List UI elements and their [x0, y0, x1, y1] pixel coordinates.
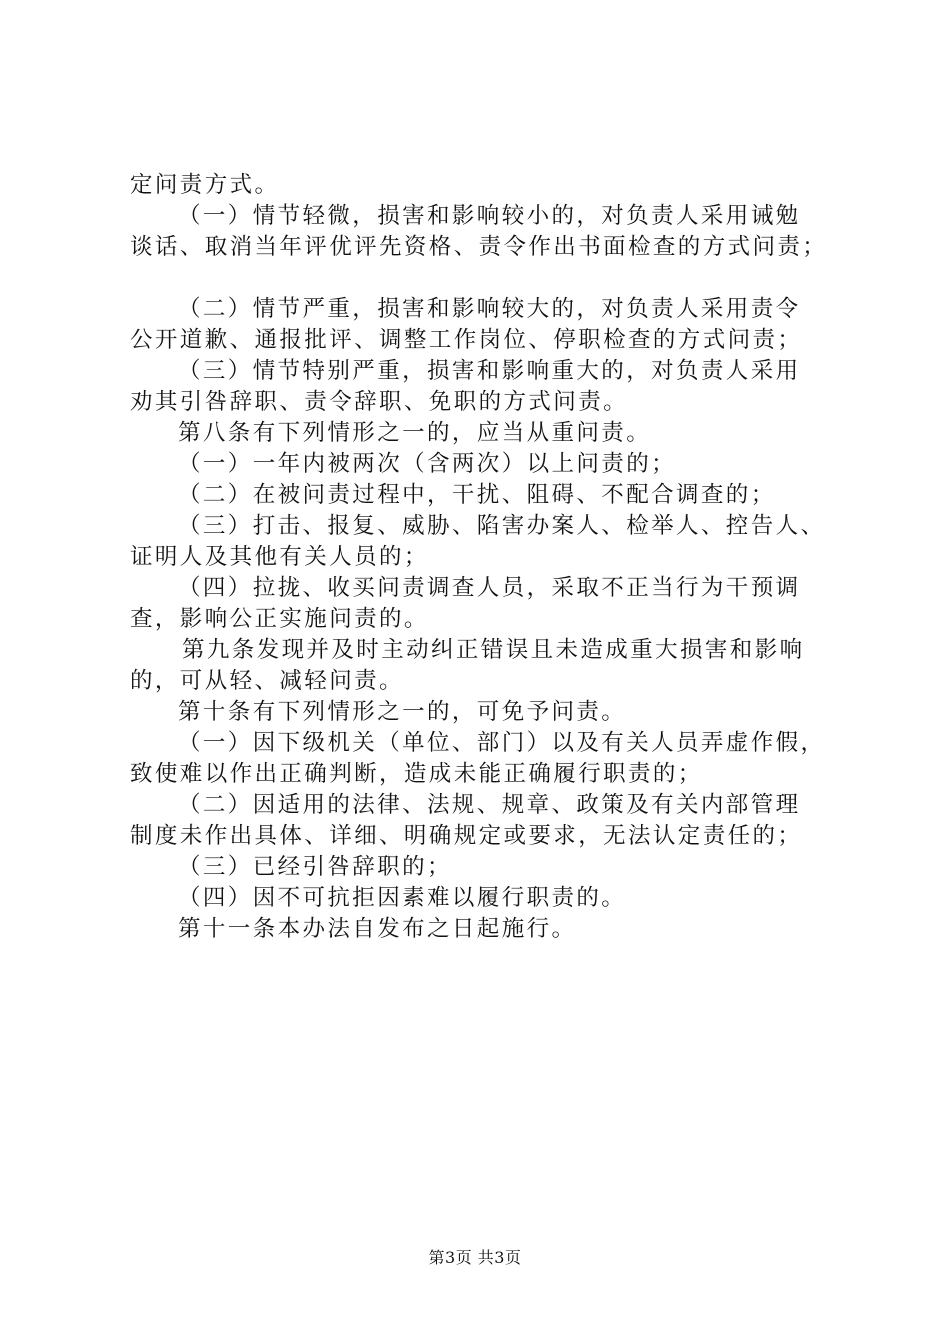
- text-line: （一）因下级机关（单位、部门）以及有关人员弄虚作假，: [178, 730, 826, 756]
- article-heading-line: 第十一条本办法自发布之日起施行。: [178, 916, 577, 942]
- text-line: 查，影响公正实施问责的。: [130, 606, 429, 632]
- text-line: （四）因不可抗拒因素难以履行职责的。: [178, 885, 627, 911]
- text-line: （三）打击、报复、威胁、陷害办案人、检举人、控告人、: [178, 513, 826, 539]
- paragraph-gap: [130, 263, 850, 294]
- text-line: 证明人及其他有关人员的；: [130, 544, 429, 570]
- text-line: 致使难以作出正确判断，造成未能正确履行职责的；: [130, 761, 703, 787]
- text-line: 公开道歉、通报批评、调整工作岗位、停职检查的方式问责；: [130, 327, 803, 353]
- page-number-footer: 第3页 共3页: [428, 1248, 522, 1267]
- text-line: 定问责方式。: [130, 172, 280, 198]
- text-line: （一）一年内被两次（含两次）以上问责的；: [178, 451, 677, 477]
- article-heading-line: 第十条有下列情形之一的，可免予问责。: [178, 699, 627, 725]
- text-line: （一）情节轻微，损害和影响较小的，对负责人采用诫勉: [178, 203, 801, 229]
- text-line: （二）在被问责过程中，干扰、阻碍、不配合调查的；: [178, 482, 776, 508]
- text-line: （四）拉拢、收买问责调查人员，采取不正当行为干预调: [178, 575, 801, 601]
- text-line: （三）情节特别严重，损害和影响重大的，对负责人采用: [178, 358, 801, 384]
- article-heading-line: 第八条有下列情形之一的，应当从重问责。: [178, 420, 652, 446]
- text-line: 劝其引咎辞职、责令辞职、免职的方式问责。: [130, 389, 629, 415]
- text-line: 的，可从轻、减轻问责。: [130, 668, 404, 694]
- document-body: [130, 170, 850, 945]
- text-line: 制度未作出具体、详细、明确规定或要求，无法认定责任的；: [130, 823, 803, 849]
- text-line: （三）已经引咎辞职的；: [178, 854, 452, 880]
- text-line: （二）情节严重，损害和影响较大的，对负责人采用责令: [178, 296, 801, 322]
- text-line: （二）因适用的法律、法规、规章、政策及有关内部管理: [178, 792, 801, 818]
- article-heading-line: 第九条发现并及时主动纠正错误且未造成重大损害和影响: [182, 637, 805, 663]
- text-line: 谈话、取消当年评优评先资格、责令作出书面检查的方式问责；: [130, 234, 828, 260]
